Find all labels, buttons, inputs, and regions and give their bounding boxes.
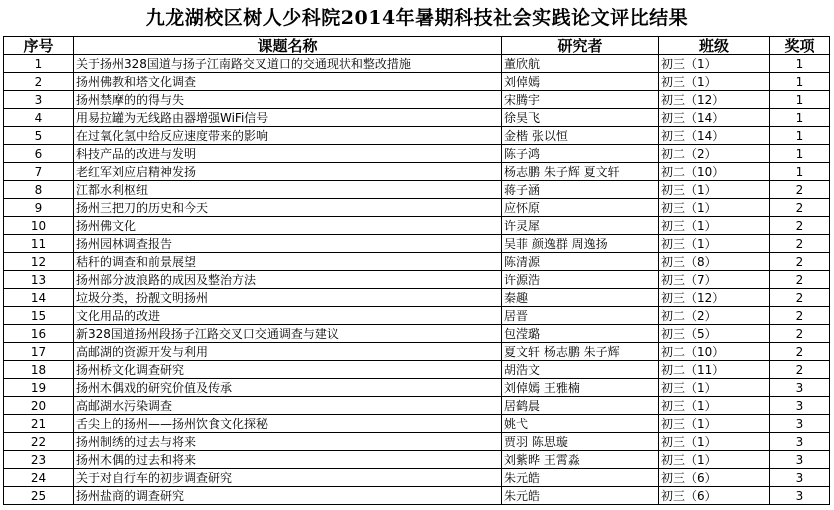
column-header-author: 研究者 <box>502 37 659 55</box>
results-table <box>3 36 830 505</box>
cell-no: 8 <box>4 181 74 199</box>
cell-award: 1 <box>770 73 830 91</box>
table-row <box>4 181 830 199</box>
cell-author: 包滢璐 <box>502 325 659 343</box>
cell-author: 夏文轩 杨志鹏 朱子辉 <box>502 343 659 361</box>
cell-title: 扬州园林调查报告 <box>74 235 502 253</box>
cell-award: 2 <box>770 289 830 307</box>
cell-title: 扬州佛文化 <box>74 217 502 235</box>
table-header <box>4 37 830 55</box>
cell-author: 许灵犀 <box>502 217 659 235</box>
cell-title: 科技产品的改进与发明 <box>74 145 502 163</box>
table-row <box>4 235 830 253</box>
cell-award: 1 <box>770 55 830 73</box>
cell-author: 吴菲 颜逸群 周逸扬 <box>502 235 659 253</box>
table-row <box>4 397 830 415</box>
cell-no: 10 <box>4 217 74 235</box>
cell-award: 2 <box>770 343 830 361</box>
cell-award: 3 <box>770 469 830 487</box>
table-row <box>4 127 830 145</box>
cell-author: 贾羽 陈思璇 <box>502 433 659 451</box>
cell-award: 1 <box>770 109 830 127</box>
cell-title: 老红军刘应启精神发扬 <box>74 163 502 181</box>
cell-no: 6 <box>4 145 74 163</box>
cell-no: 17 <box>4 343 74 361</box>
cell-no: 11 <box>4 235 74 253</box>
cell-author: 姚弋 <box>502 415 659 433</box>
cell-class: 初三（14） <box>659 109 770 127</box>
cell-title: 扬州制绣的过去与将来 <box>74 433 502 451</box>
cell-award: 2 <box>770 361 830 379</box>
table-row <box>4 217 830 235</box>
table-row <box>4 289 830 307</box>
cell-title: 秸秆的调查和前景展望 <box>74 253 502 271</box>
cell-title: 垃圾分类，扮靓文明扬州 <box>74 289 502 307</box>
cell-no: 5 <box>4 127 74 145</box>
cell-class: 初三（1） <box>659 415 770 433</box>
cell-no: 4 <box>4 109 74 127</box>
cell-class: 初三（6） <box>659 487 770 505</box>
cell-award: 3 <box>770 379 830 397</box>
cell-title: 在过氧化氢中给反应速度带来的影响 <box>74 127 502 145</box>
cell-author: 蒋子涵 <box>502 181 659 199</box>
cell-author: 朱元皓 <box>502 487 659 505</box>
cell-class: 初三（1） <box>659 379 770 397</box>
table-row <box>4 145 830 163</box>
cell-author: 陈子鸿 <box>502 145 659 163</box>
cell-class: 初三（6） <box>659 469 770 487</box>
cell-author: 刘倬嫣 <box>502 73 659 91</box>
cell-class: 初三（12） <box>659 91 770 109</box>
cell-class: 初三（14） <box>659 127 770 145</box>
cell-author: 徐昊飞 <box>502 109 659 127</box>
cell-no: 19 <box>4 379 74 397</box>
table-row <box>4 91 830 109</box>
cell-no: 12 <box>4 253 74 271</box>
cell-title: 关于对自行车的初步调查研究 <box>74 469 502 487</box>
cell-no: 24 <box>4 469 74 487</box>
cell-no: 2 <box>4 73 74 91</box>
cell-title: 扬州部分波浪路的成因及整治方法 <box>74 271 502 289</box>
cell-title: 高邮湖水污染调查 <box>74 397 502 415</box>
cell-class: 初三（1） <box>659 217 770 235</box>
cell-award: 2 <box>770 253 830 271</box>
cell-award: 2 <box>770 235 830 253</box>
table-row <box>4 163 830 181</box>
table-row <box>4 343 830 361</box>
table-row <box>4 325 830 343</box>
cell-class: 初三（1） <box>659 73 770 91</box>
cell-title: 扬州佛教和塔文化调查 <box>74 73 502 91</box>
table-row <box>4 199 830 217</box>
table-row <box>4 451 830 469</box>
cell-author: 杨志鹏 朱子辉 夏文轩 <box>502 163 659 181</box>
header-row <box>4 37 830 55</box>
cell-award: 2 <box>770 217 830 235</box>
table-body <box>4 55 830 505</box>
cell-title: 扬州桥文化调查研究 <box>74 361 502 379</box>
cell-award: 3 <box>770 487 830 505</box>
table-row <box>4 361 830 379</box>
cell-no: 1 <box>4 55 74 73</box>
table-row <box>4 433 830 451</box>
cell-class: 初三（12） <box>659 289 770 307</box>
cell-author: 朱元皓 <box>502 469 659 487</box>
cell-no: 23 <box>4 451 74 469</box>
cell-title: 新328国道扬州段扬子江路交叉口交通调查与建议 <box>74 325 502 343</box>
cell-no: 13 <box>4 271 74 289</box>
cell-no: 25 <box>4 487 74 505</box>
cell-class: 初二（10） <box>659 163 770 181</box>
cell-no: 18 <box>4 361 74 379</box>
cell-class: 初三（1） <box>659 433 770 451</box>
cell-class: 初二（10） <box>659 343 770 361</box>
table-row <box>4 307 830 325</box>
cell-author: 刘倬嫣 王雅楠 <box>502 379 659 397</box>
cell-class: 初三（8） <box>659 253 770 271</box>
cell-class: 初三（1） <box>659 55 770 73</box>
column-header-no: 序号 <box>4 37 74 55</box>
cell-no: 9 <box>4 199 74 217</box>
cell-title: 文化用品的改进 <box>74 307 502 325</box>
cell-no: 14 <box>4 289 74 307</box>
column-header-title: 课题名称 <box>74 37 502 55</box>
cell-no: 22 <box>4 433 74 451</box>
cell-title: 扬州三把刀的历史和今天 <box>74 199 502 217</box>
cell-award: 1 <box>770 127 830 145</box>
cell-title: 扬州禁摩的的得与失 <box>74 91 502 109</box>
cell-class: 初三（5） <box>659 325 770 343</box>
cell-award: 2 <box>770 199 830 217</box>
cell-class: 初三（1） <box>659 397 770 415</box>
cell-author: 金楷 张以恒 <box>502 127 659 145</box>
cell-no: 15 <box>4 307 74 325</box>
cell-author: 居晋 <box>502 307 659 325</box>
cell-award: 2 <box>770 307 830 325</box>
table-row <box>4 379 830 397</box>
cell-author: 许源浩 <box>502 271 659 289</box>
cell-title: 扬州盐商的调查研究 <box>74 487 502 505</box>
cell-title: 扬州木偶的过去和将来 <box>74 451 502 469</box>
table-row <box>4 415 830 433</box>
cell-author: 董欣航 <box>502 55 659 73</box>
cell-title: 舌尖上的扬州——扬州饮食文化探秘 <box>74 415 502 433</box>
cell-author: 胡浩文 <box>502 361 659 379</box>
cell-no: 7 <box>4 163 74 181</box>
table-row <box>4 73 830 91</box>
cell-award: 1 <box>770 163 830 181</box>
cell-class: 初三（1） <box>659 199 770 217</box>
table-row <box>4 109 830 127</box>
cell-no: 3 <box>4 91 74 109</box>
cell-no: 21 <box>4 415 74 433</box>
table-row <box>4 271 830 289</box>
cell-class: 初二（2） <box>659 145 770 163</box>
cell-author: 居鹤晨 <box>502 397 659 415</box>
table-row <box>4 253 830 271</box>
cell-award: 1 <box>770 145 830 163</box>
cell-author: 秦趣 <box>502 289 659 307</box>
cell-award: 1 <box>770 91 830 109</box>
cell-title: 用易拉罐为无线路由器增强WiFi信号 <box>74 109 502 127</box>
cell-title: 高邮湖的资源开发与利用 <box>74 343 502 361</box>
page-title: 九龙湖校区树人少科院2014年暑期科技社会实践论文评比结果 <box>145 7 689 29</box>
column-header-award: 奖项 <box>770 37 830 55</box>
cell-award: 3 <box>770 397 830 415</box>
table-row <box>4 469 830 487</box>
cell-class: 初二（2） <box>659 307 770 325</box>
cell-author: 刘紫晔 王霄淼 <box>502 451 659 469</box>
table-row <box>4 55 830 73</box>
cell-class: 初二（11） <box>659 361 770 379</box>
cell-author: 陈清源 <box>502 253 659 271</box>
cell-class: 初三（1） <box>659 235 770 253</box>
cell-no: 16 <box>4 325 74 343</box>
cell-author: 应怀原 <box>502 199 659 217</box>
cell-award: 3 <box>770 451 830 469</box>
cell-award: 2 <box>770 181 830 199</box>
column-header-class: 班级 <box>659 37 770 55</box>
cell-title: 江都水利枢纽 <box>74 181 502 199</box>
cell-award: 3 <box>770 433 830 451</box>
cell-author: 宋腾宇 <box>502 91 659 109</box>
cell-no: 20 <box>4 397 74 415</box>
cell-class: 初三（1） <box>659 181 770 199</box>
cell-award: 3 <box>770 415 830 433</box>
cell-class: 初三（7） <box>659 271 770 289</box>
table-row <box>4 487 830 505</box>
cell-title: 扬州木偶戏的研究价值及传承 <box>74 379 502 397</box>
cell-class: 初三（1） <box>659 451 770 469</box>
cell-title: 关于扬州328国道与扬子江南路交叉道口的交通现状和整改措施 <box>74 55 502 73</box>
cell-award: 2 <box>770 271 830 289</box>
cell-award: 2 <box>770 325 830 343</box>
